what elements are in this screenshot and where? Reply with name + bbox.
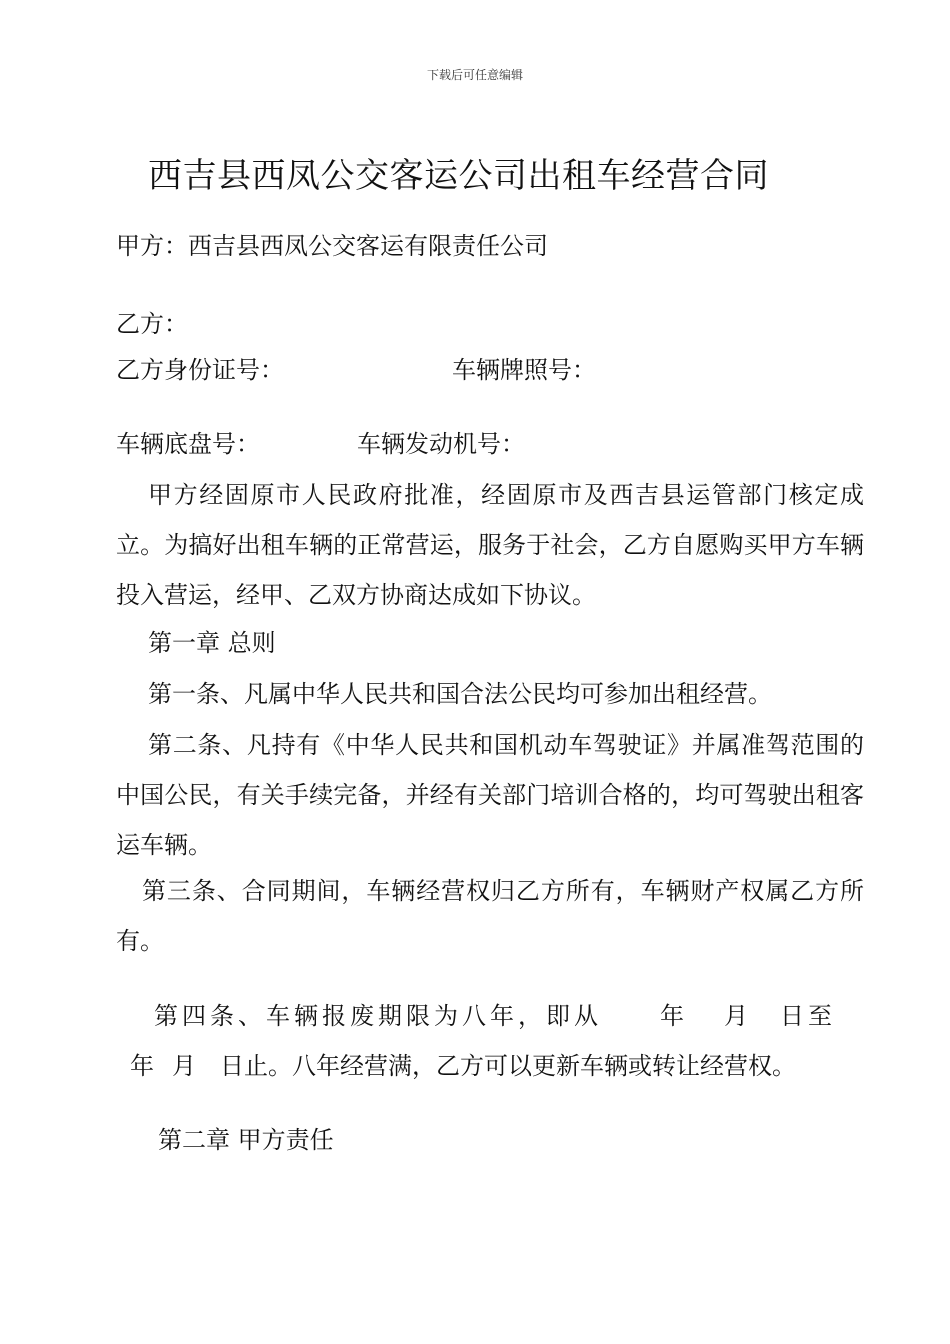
article-3: 第三条、合同期间，车辆经营权归乙方所有，车辆财产权属乙方所有。 [116, 877, 864, 955]
article-2: 第二条、凡持有《中华人民共和国机动车驾驶证》并属准驾范围的中国公民，有关手续完备，并经有关部门培训合格的，均可驾驶出租客运车辆。 [116, 731, 864, 859]
chassis-number-label: 车辆底盘号： [116, 430, 260, 458]
party-b-id-label: 乙方身份证号： [116, 356, 284, 384]
article-4-month-label: 月 [724, 1002, 752, 1030]
party-a-line: 甲方：西吉县西凤公交客运有限责任公司 [116, 232, 548, 260]
article-4-year-label: 年 [660, 1002, 688, 1030]
chapter-1-heading: 第一章 总则 [148, 629, 276, 657]
party-b-line: 乙方： [116, 310, 188, 338]
plate-number-label: 车辆牌照号： [452, 356, 596, 384]
intro-paragraph: 甲方经固原市人民政府批准，经固原市及西吉县运管部门核定成立。为搞好出租车辆的正常营运，服务于社会，乙方自愿购买甲方车辆投入营运，经甲、乙双方协商达成如下协议。 [116, 481, 864, 609]
article-4-line-2 [130, 1054, 796, 1078]
article-4-end-month-label: 月 [172, 1052, 196, 1080]
article-4-day-to-label: 日至 [780, 1002, 836, 1030]
article-4-text-a: 第四条、车辆报废期限为八年，即从 [154, 1002, 602, 1030]
header-note: 下载后可任意编辑 [426, 68, 523, 82]
article-4-end-text: 日止。八年经营满，乙方可以更新车辆或转让经营权。 [220, 1052, 796, 1080]
article-4-end-year-label: 年 [130, 1052, 154, 1080]
contract-title: 西吉县西凤公交客运公司出租车经营合同 [148, 156, 769, 196]
chapter-2-heading: 第二章 甲方责任 [158, 1126, 334, 1154]
article-4-line-1 [154, 1004, 836, 1028]
article-1: 第一条、凡属中华人民共和国合法公民均可参加出租经营。 [148, 680, 772, 708]
engine-number-label: 车辆发动机号： [357, 430, 525, 458]
